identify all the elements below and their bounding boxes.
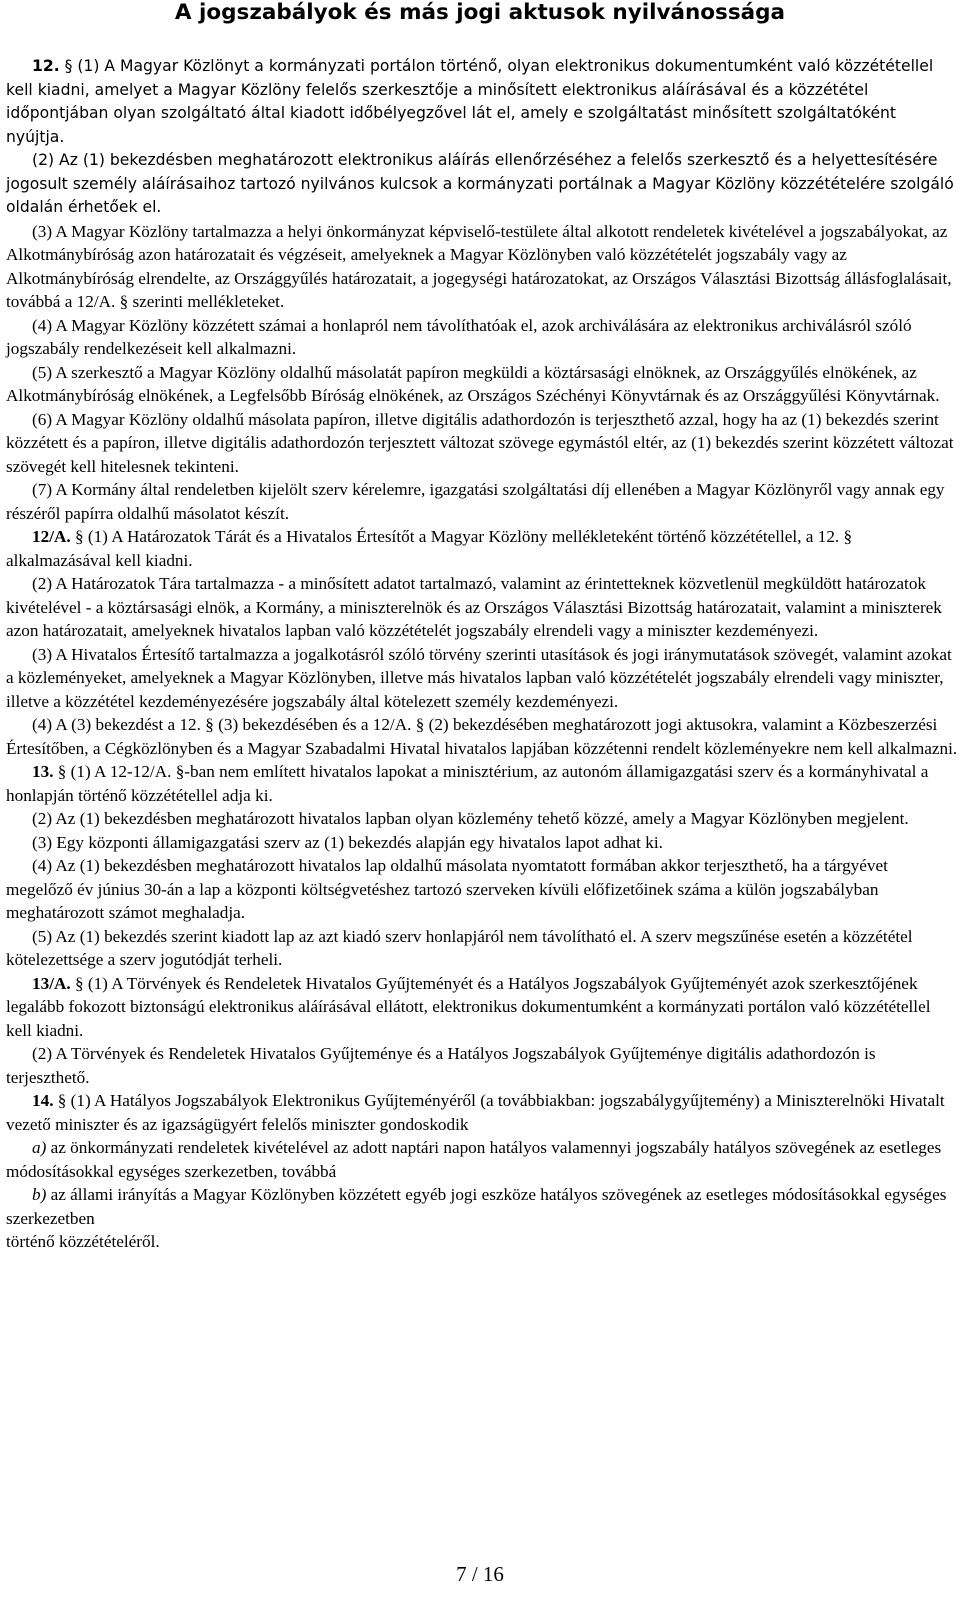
section-12-para-4: (4) A Magyar Közlöny közzétett számai a honlapról nem távolíthatóak el, azok archiválására az elektronikus archiválásról szóló jogszabály rendelkezéseit kell alkalmazni. xyxy=(6,315,912,358)
section-12-para-3: (3) A Magyar Közlöny tartalmazza a helyi önkormányzat képviselő-testülete által alkotott rendeletek kivételével a jogszabályokat, az Alkotmánybíróság azon határozatait és végzéseit, amelyeknek a Magyar Közlönyben való közzétételét jogszabály vagy az Alkotmánybíróság elrendelte, az Országgyűlés határozatait, a jogegységi határozatokat, az Országos Választási Bizottság állásfoglalásait, továbbá a 12/A. § szerinti mellékleteket. xyxy=(6,221,952,311)
paragraph-text: § (1) A Hatályos Jogszabályok Elektronikus Gyűjteményéről (a továbbiakban: jogszabálygyűjtemény) a Miniszterelnöki Hivatalt vezető miniszter és az igazságügyért felelős miniszter gondoskodik xyxy=(6,1091,945,1134)
section-14-point-b xyxy=(6,1183,958,1230)
section-13-para-3: (3) Egy központi államigazgatási szerv az (1) bekezdés alapján egy hivatalos lapot adhat ki. xyxy=(32,832,663,852)
section-14-closing: történő közzétételéről. xyxy=(6,1232,160,1251)
section-number: 14. xyxy=(32,1091,54,1110)
section-13a-para-2: (2) A Törvények és Rendeletek Hivatalos Gyűjteménye és a Hatályos Jogszabályok Gyűjteménye digitális adathordozón is terjeszthető. xyxy=(6,1044,876,1087)
section-number: 13/A. xyxy=(32,973,71,993)
point-label: a) xyxy=(32,1138,47,1157)
paragraph-text: § (1) A Törvények és Rendeletek Hivatalos Gyűjteményét és a Hatályos Jogszabályok Gyűjteményét azok szerkesztőjének legalább fokozott biztonságú elektronikus aláírásával ellátott, elektronikus dokumentumként a kormányzati portálon való közzététellel kell kiadni. xyxy=(6,973,931,1040)
section-12-para-2: (2) Az (1) bekezdésben meghatározott elektronikus aláírás ellenőrzéséhez a felelős szerkesztő és a helyettesítésére jogosult személy aláírásaihoz tartozó nyilvános kulcsok a kormányzati portálnak a Magyar Közlöny közzétételére szolgáló oldalán érhetőek el. xyxy=(6,151,954,216)
section-13-para-1 xyxy=(6,760,958,807)
section-14-para-1 xyxy=(6,1089,958,1136)
section-13-para-4: (4) Az (1) bekezdésben meghatározott hivatalos lap oldalhű másolata nyomtatott formában akkor terjeszthető, ha a tárgyévet megelőző év június 30-án a lap a központi költségvetéshez tartozó szerveken kívüli előfizetőinek száma a külön jogszabályban meghatározott számot meghaladja. xyxy=(6,856,888,922)
section-12-para-7: (7) A Kormány által rendeletben kijelölt szerv kérelemre, igazgatási szolgáltatási díj ellenében a Magyar Közlönyről vagy annak egy részéről papírra oldalhű másolatot készít. xyxy=(6,480,945,523)
section-13a-para-1 xyxy=(6,972,958,1043)
section-12a-para-1 xyxy=(6,525,958,572)
document-title: A jogszabályok és más jogi aktusok nyilvánossága xyxy=(174,0,786,25)
page-number: 7 / 16 xyxy=(456,1562,504,1586)
section-12-para-1 xyxy=(6,55,958,149)
section-12-para-6: (6) A Magyar Közlöny oldalhű másolata papíron, illetve digitális adathordozón is terjeszthető azzal, hogy ha az (1) bekezdés szerint közzétett és a papíron, illetve digitális adathordozón terjesztett változat szövege egymástól eltér, az (1) bekezdés szerint közzétett változat szövegét kell hitelesnek tekinteni. xyxy=(6,409,954,476)
section-number: 12. xyxy=(32,57,60,75)
section-12a-para-3: (3) A Hivatalos Értesítő tartalmazza a jogalkotásról szóló törvény szerinti utasítások és jogi iránymutatások szövegét, valamint azokat a közleményeket, amelyeknek a Magyar Közlönyben, illetve más hivatalos lapban való közzétételét jogszabály elrendeli vagy miniszter, illetve a közzététel kezdeményezésére jogszabály által kötelezett személy kezdeményezi. xyxy=(6,644,952,711)
point-text: az állami irányítás a Magyar Közlönyben közzétett egyéb jogi eszköze hatályos szövegének az esetleges módosításokkal egységes szerkezetben xyxy=(6,1185,947,1228)
section-12a-para-2: (2) A Határozatok Tára tartalmazza - a minősített adatot tartalmazó, valamint az érintetteknek közvetlenül megküldött határozatok kivételével - a köztársasági elnök, a Kormány, a miniszterelnök és az Országos Választási Bizottság határozatait, valamint a miniszterek azon határozatait, amelyeknek hivatalos lapban való közzétételét jogszabály elrendeli vagy a miniszter kezdeményezi. xyxy=(6,574,942,640)
section-13-para-2: (2) Az (1) bekezdésben meghatározott hivatalos lapban olyan közlemény tehető közzé, amely a Magyar Közlönyben megjelent. xyxy=(32,809,909,828)
paragraph-text: § (1) A 12-12/A. §-ban nem említett hivatalos lapokat a minisztérium, az autonóm államigazgatási szerv és a kormányhivatal a honlapján történő közzététellel adja ki. xyxy=(6,762,929,805)
document-body xyxy=(6,55,958,1254)
section-12a-para-4: (4) A (3) bekezdést a 12. § (3) bekezdésében és a 12/A. § (2) bekezdésében meghatározott jogi aktusokra, valamint a Közbeszerzési Értesítőben, a Cégközlönyben és a Magyar Szabadalmi Hivatal hivatalos lapjában közzétenni rendelt közleményekre nem kell alkalmazni. xyxy=(6,715,958,758)
point-label: b) xyxy=(32,1185,47,1204)
section-12-para-5: (5) A szerkesztő a Magyar Közlöny oldalhű másolatát papíron megküldi a köztársasági elnöknek, az Országgyűlés elnökének, az Alkotmánybíróság elnökének, a Legfelsőbb Bíróság elnökének, az Országos Széchényi Könyvtárnak és az Országgyűlési Könyvtárnak. xyxy=(6,362,940,405)
section-number: 12/A. xyxy=(32,527,71,546)
section-14-point-a xyxy=(6,1136,958,1183)
paragraph-text: § (1) A Határozatok Tárát és a Hivatalos Értesítőt a Magyar Közlöny mellékleteként történő közzététellel, a 12. § alkalmazásával kell kiadni. xyxy=(6,527,853,570)
section-13-para-5: (5) Az (1) bekezdés szerint kiadott lap az azt kiadó szerv honlapjáról nem távolítható el. A szerv megszűnése esetén a közzététel kötelezettsége a szerv jogutódját terheli. xyxy=(6,926,913,969)
point-text: az önkormányzati rendeletek kivételével az adott naptári napon hatályos valamennyi jogszabály hatályos szövegének az esetleges módosításokkal egységes szerkezetben, továbbá xyxy=(6,1138,942,1181)
section-number: 13. xyxy=(32,762,54,781)
paragraph-text: § (1) A Magyar Közlönyt a kormányzati portálon történő, olyan elektronikus dokumentumként való közzététellel kell kiadni, amelyet a Magyar Közlöny felelős szerkesztője a minősített elektronikus aláírásával és a közzététel időpontjában olyan szolgáltató által kiadott időbélyegzővel lát el, amely e szolgáltatást minősített szolgáltatóként nyújtja. xyxy=(6,57,934,146)
